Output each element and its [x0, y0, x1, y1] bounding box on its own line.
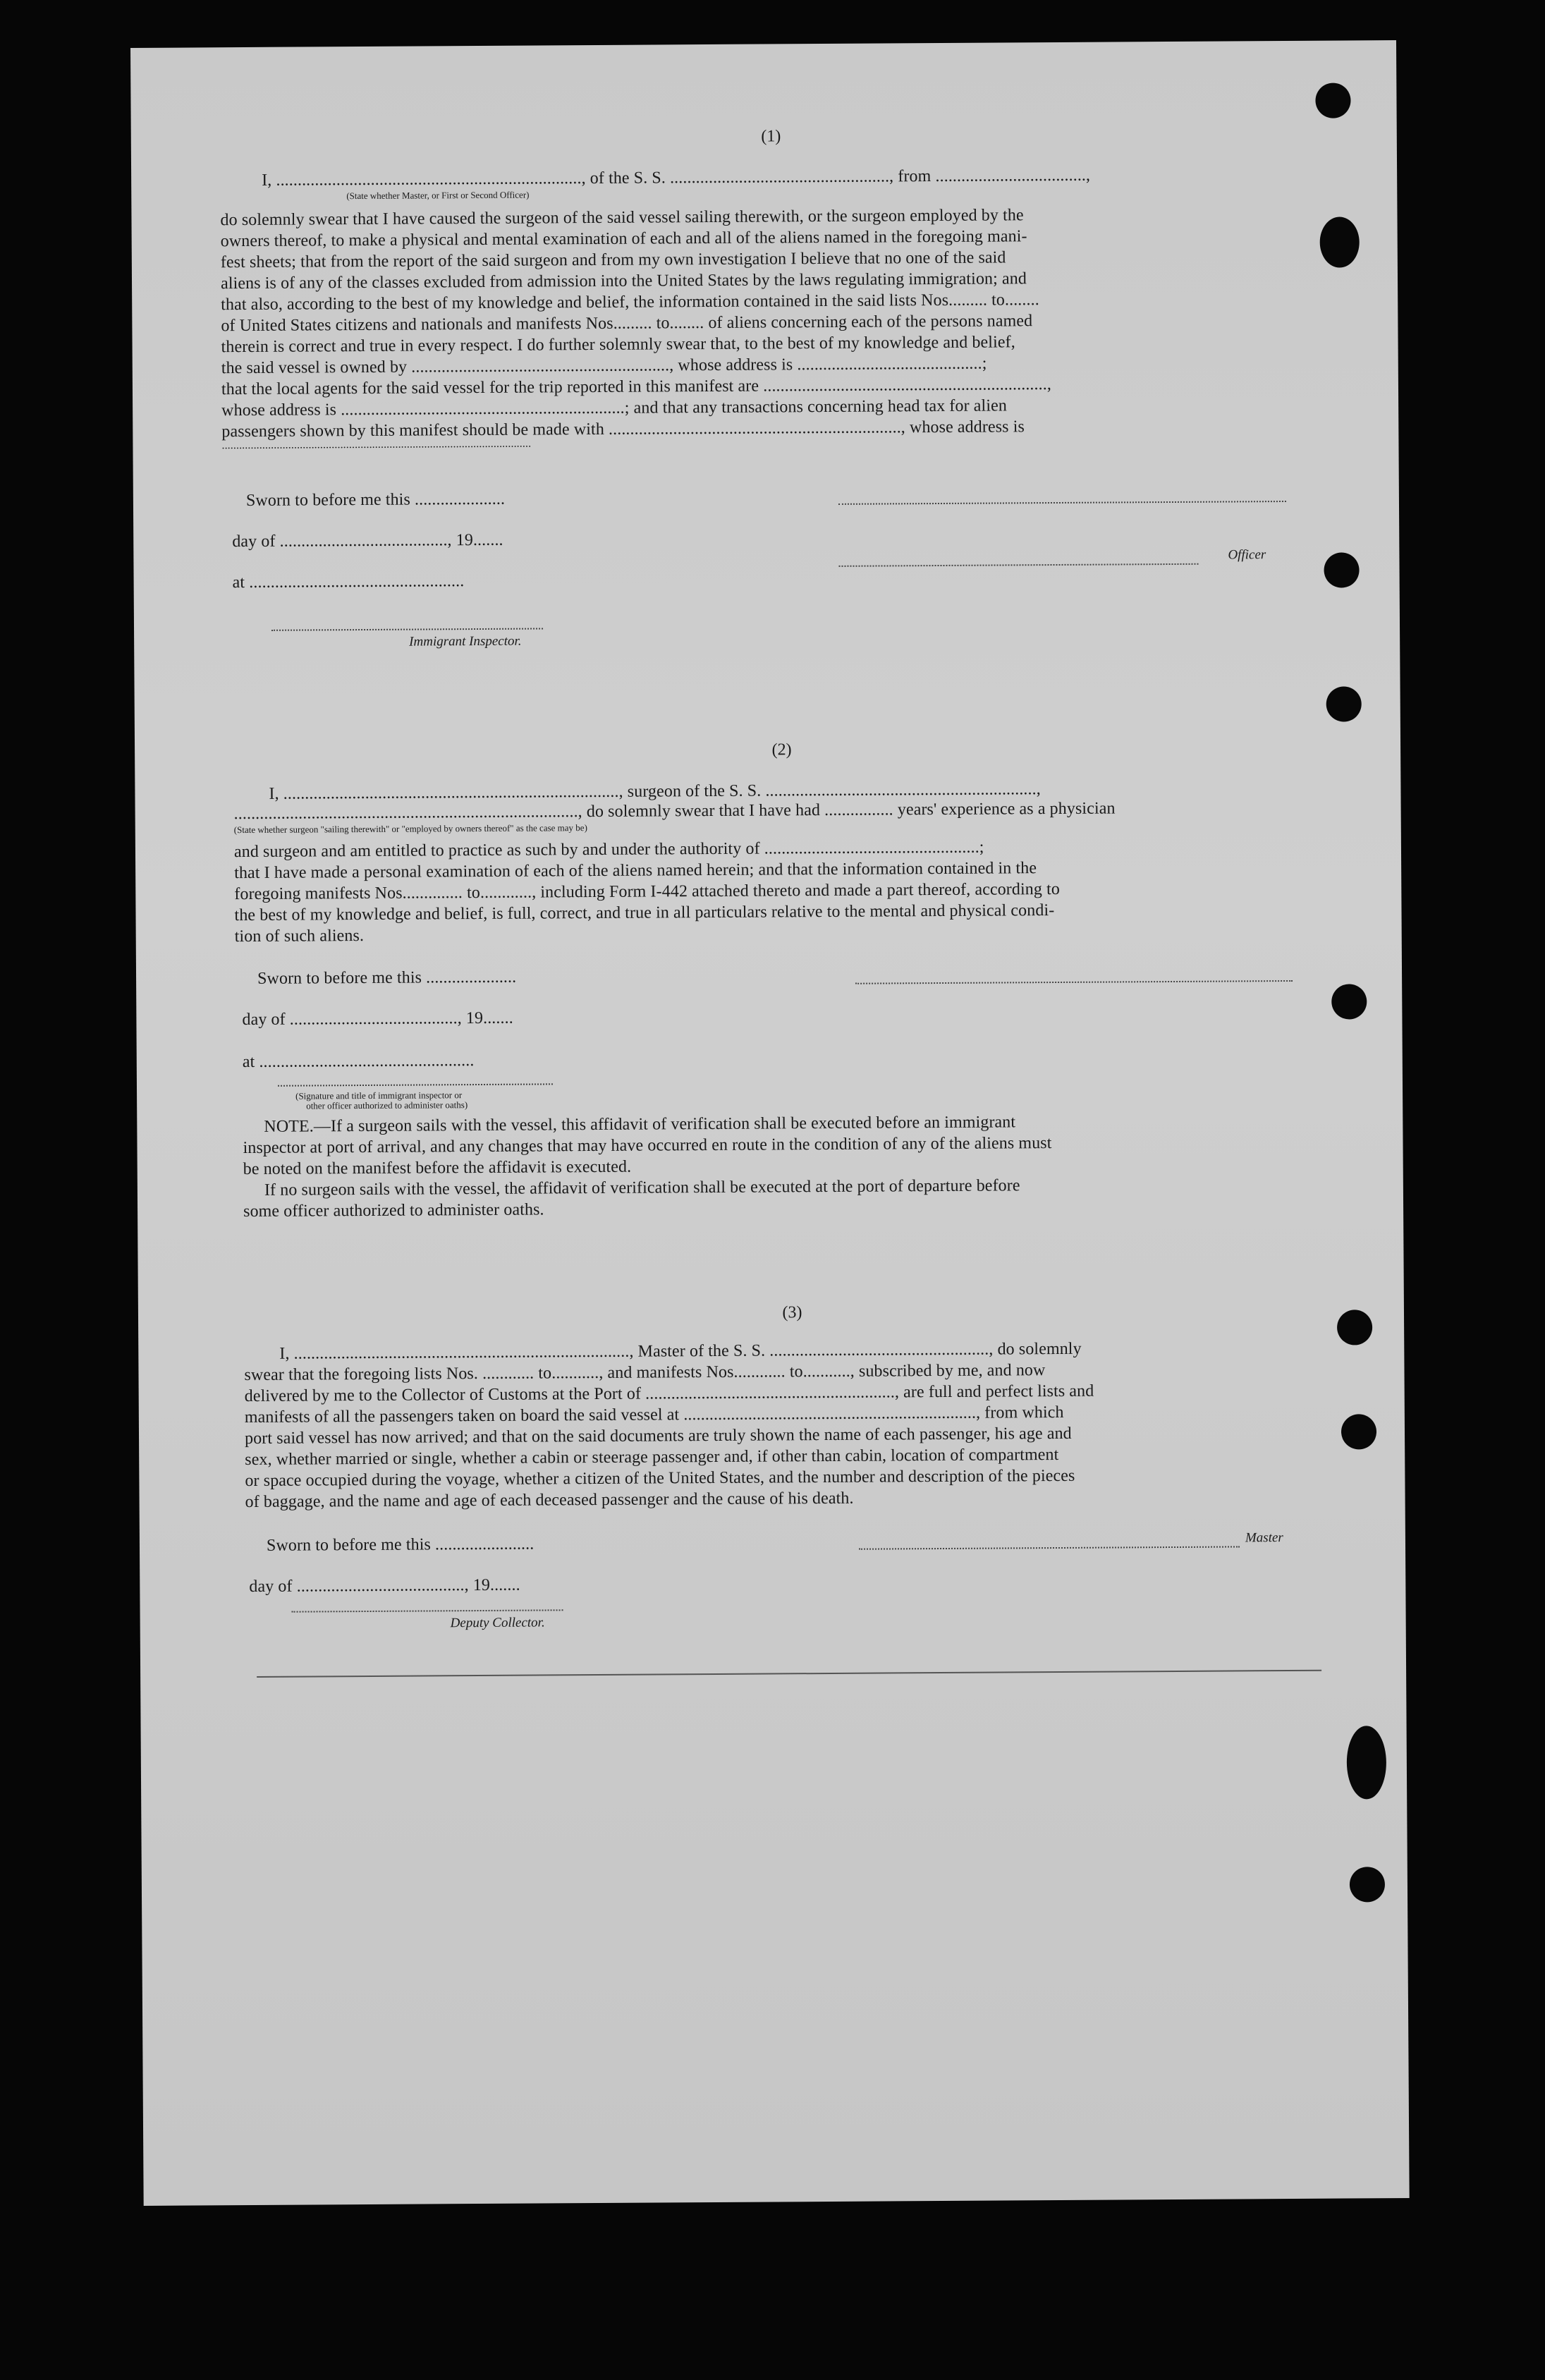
punch-hole — [1319, 216, 1359, 267]
bottom-rule — [257, 1670, 1321, 1678]
section-1-officer-line — [839, 563, 1199, 567]
section-3-line: I, .............................................................................., Master of the S. S. ..................................................., do solemnly — [279, 1339, 1082, 1363]
section-1-day: day of ......................................., 19....... — [232, 530, 503, 551]
section-1-number: (1) — [761, 127, 781, 146]
section-2-note: some officer authorized to administer oaths. — [243, 1200, 544, 1221]
section-1-line: do solemnly swear that I have caused the surgeon of the said vessel sailing therewith, or the surgeon employed by the — [220, 206, 1024, 230]
punch-hole — [1315, 83, 1350, 118]
section-1-line: passengers shown by this manifest should be made with ...................................................................., whose address is — [221, 417, 1025, 441]
manifest-page — [130, 40, 1410, 2206]
punch-hole — [1331, 984, 1367, 1019]
section-1-inspector-label: Immigrant Inspector. — [409, 633, 522, 649]
section-3-number: (3) — [782, 1303, 802, 1322]
section-2-inspector-line — [278, 1083, 553, 1086]
section-1-line: aliens is of any of the classes excluded from admission into the United States by the laws regulating immigration; and — [220, 269, 1027, 293]
section-2-line: tion of such aliens. — [234, 927, 365, 946]
section-1-line: ........................................................................................................... — [221, 437, 532, 452]
punch-hole — [1341, 1414, 1376, 1449]
section-2-number: (2) — [771, 740, 792, 759]
section-2-day: day of ......................................., 19....... — [242, 1008, 513, 1030]
section-2-sworn: Sworn to before me this ..................... — [257, 968, 517, 988]
section-3-line: swear that the foregoing lists Nos. ............ to..........., and manifests Nos............ to..........., subscribed by me, and now — [244, 1361, 1046, 1385]
section-2-line: ................................................................................, do solemnly swear that I have had ................ years' experience as a physician — [233, 799, 1116, 824]
section-1-inspector-line — [271, 628, 543, 630]
section-3-line: of baggage, and the name and age of each deceased passenger and the cause of his death. — [245, 1489, 854, 1512]
section-1-line: therein is correct and true in every respect. I do further solemnly swear that, to the best of my knowledge and belief, — [221, 333, 1015, 357]
section-1-line: that the local agents for the said vessel for the trip reported in this manifest are .................................................................., — [221, 375, 1051, 399]
section-3-collector-label: Deputy Collector. — [450, 1615, 545, 1631]
section-1-officer-label: Officer — [1228, 547, 1266, 563]
section-1-signature-line — [838, 501, 1286, 505]
section-2-line: that I have made a personal examination of each of the aliens named herein; and that the information contained in the — [234, 859, 1037, 883]
section-3-collector-line — [292, 1609, 563, 1612]
section-3-line: or space occupied during the voyage, whether a citizen of the United States, and the number and description of the pieces — [245, 1466, 1075, 1491]
punch-hole — [1350, 1867, 1385, 1902]
punch-hole — [1324, 552, 1359, 587]
section-2-note: be noted on the manifest before the affidavit is executed. — [243, 1157, 632, 1179]
section-3-line: port said vessel has now arrived; and that on the said documents are truly shown the name of each passenger, his age and — [244, 1424, 1072, 1448]
section-1-caption: (State whether Master, or First or Second Officer) — [346, 189, 530, 202]
section-2-sig-caption: (Signature and title of immigrant inspector or — [295, 1090, 463, 1101]
section-2-line: foregoing manifests Nos.............. to............, including Form I-442 attached thereto and made a part thereof, according to — [234, 879, 1060, 904]
section-2-note: inspector at port of arrival, and any changes that may have occurred en route in the condition of any of the aliens must — [243, 1134, 1052, 1158]
section-1-line: that also, according to the best of my knowledge and belief, the information contained in the said lists Nos......... to........ — [221, 291, 1039, 315]
section-2-caption: (State whether surgeon "sailing therewith" or "employed by owners thereof" as the case may be) — [233, 822, 587, 836]
punch-hole — [1326, 686, 1362, 721]
punch-hole — [1347, 1726, 1387, 1799]
section-2-at: at .................................................. — [242, 1051, 475, 1072]
section-1-sworn: Sworn to before me this ..................... — [245, 489, 506, 511]
section-2-line: and surgeon and am entitled to practice as such by and under the authority of ..................................................; — [233, 838, 984, 862]
section-2-sig-caption: other officer authorized to administer oaths) — [306, 1099, 468, 1111]
section-2-line: the best of my knowledge and belief, is full, correct, and true in all particulars relative to the mental and physical condi- — [234, 901, 1055, 925]
section-1-line: whose address is ..................................................................; and that any transactions concerning head tax for alien — [221, 396, 1007, 420]
section-2-signature-line — [855, 980, 1293, 984]
section-3-line: sex, whether married or single, whether a cabin or steerage passenger and, if other than cabin, location of compartment — [245, 1445, 1059, 1470]
section-1-line: I, ......................................................................., of the S. S. ..................................................., from ..................................., — [262, 166, 1091, 190]
section-3-line: manifests of all the passengers taken on board the said vessel at ...................................................................., from which — [244, 1403, 1064, 1427]
section-3-sworn: Sworn to before me this ....................... — [266, 1534, 535, 1555]
section-1-line: fest sheets; that from the report of the said surgeon and from my own investigation I believe that no one of the said — [220, 248, 1006, 272]
section-3-master-label: Master — [1245, 1530, 1283, 1546]
section-1-line: owners thereof, to make a physical and mental examination of each and all of the aliens named in the foregoing mani- — [220, 227, 1027, 251]
section-2-note: NOTE.—If a surgeon sails with the vessel, this affidavit of verification shall be executed before an immigrant — [264, 1113, 1016, 1136]
section-3-line: delivered by me to the Collector of Customs at the Port of .........................................................., are full and perfect lists and — [244, 1381, 1094, 1406]
section-2-note: If no surgeon sails with the vessel, the affidavit of verification shall be executed at the port of departure before — [264, 1176, 1020, 1200]
section-1-line: the said vessel is owned by ............................................................, whose address is ...........................................; — [221, 354, 987, 378]
section-3-day: day of ......................................., 19....... — [249, 1575, 520, 1597]
section-1-line: of United States citizens and nationals and manifests Nos......... to........ of aliens concerning each of the persons named — [221, 312, 1033, 336]
section-1-at: at .................................................. — [232, 572, 465, 592]
section-3-master-line — [859, 1546, 1240, 1549]
section-2-line: I, .............................................................................., surgeon of the S. S. ..............................................................., — [269, 780, 1041, 803]
